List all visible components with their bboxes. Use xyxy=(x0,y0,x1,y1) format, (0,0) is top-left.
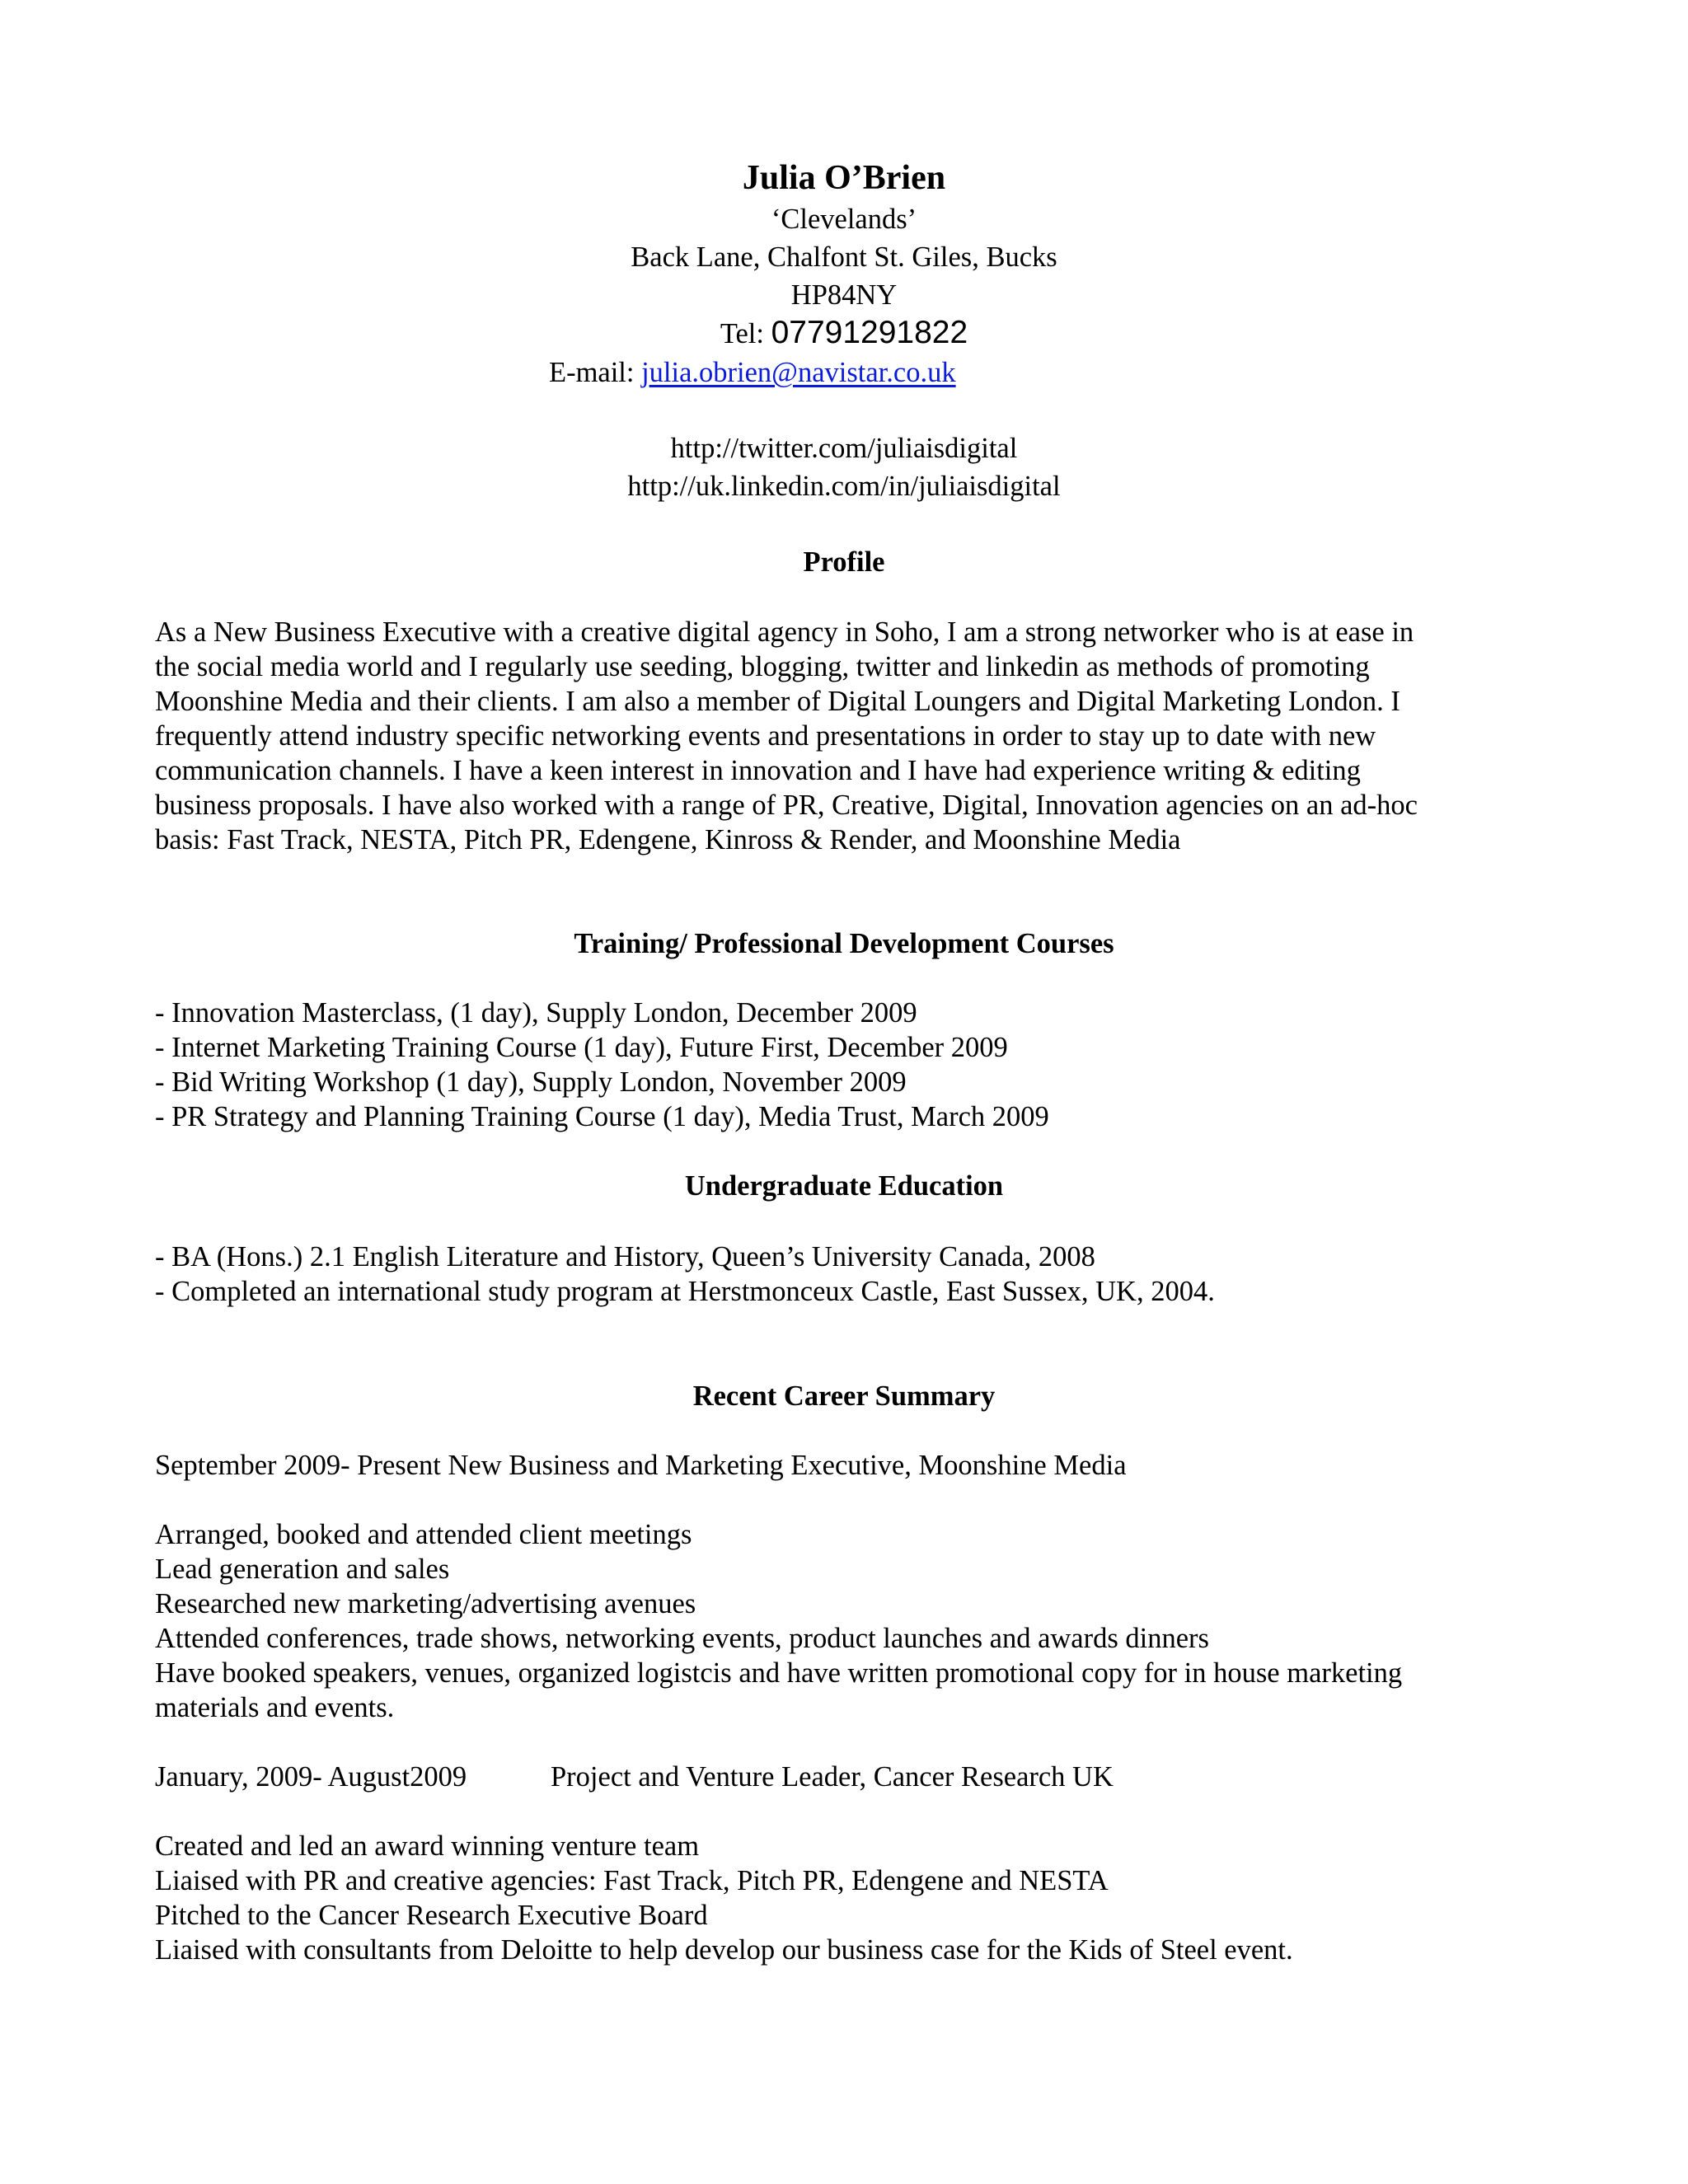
list-item: - Bid Writing Workshop (1 day), Supply London, November 2009 xyxy=(155,1066,907,1098)
duty-item: Created and led an award winning venture team xyxy=(155,1830,700,1862)
list-item: - BA (Hons.) 2.1 English Literature and History, Queen’s University Canada, 2008 xyxy=(155,1241,1095,1272)
duty-item: Lead generation and sales xyxy=(155,1554,450,1585)
linkedin-url: http://uk.linkedin.com/in/juliaisdigital xyxy=(627,471,1061,502)
job2-dates: January, 2009- August2009 xyxy=(155,1761,467,1793)
duty-item: Have booked speakers, venues, organized logistcis and have written promotional copy for in house marketing xyxy=(155,1657,1403,1689)
email-label: E-mail: xyxy=(549,357,635,388)
job2-title: Project and Venture Leader, Cancer Research UK xyxy=(551,1761,1114,1793)
profile-line: Moonshine Media and their clients. I am also a member of Digital Loungers and Digital Marketing London. I xyxy=(155,686,1400,717)
address-street: Back Lane, Chalfont St. Giles, Bucks xyxy=(631,241,1057,273)
duty-item: Attended conferences, trade shows, networking events, product launches and awards dinners xyxy=(155,1623,1209,1654)
list-item: - PR Strategy and Planning Training Course (1 day), Media Trust, March 2009 xyxy=(155,1101,1049,1132)
duty-item: Liaised with PR and creative agencies: Fast Track, Pitch PR, Edengene and NESTA xyxy=(155,1865,1109,1896)
list-item: - Internet Marketing Training Course (1 day), Future First, December 2009 xyxy=(155,1032,1008,1063)
address-postcode: HP84NY xyxy=(790,279,898,311)
list-item: - Completed an international study program at Herstmonceux Castle, East Sussex, UK, 2004. xyxy=(155,1276,1215,1307)
address-house: ‘Clevelands’ xyxy=(771,204,917,235)
telephone-number: 07791291822 xyxy=(771,315,968,350)
telephone xyxy=(0,316,1688,351)
duty-item: Arranged, booked and attended client meetings xyxy=(155,1519,692,1550)
job2-duties xyxy=(155,1829,1540,1967)
duty-item: materials and events. xyxy=(155,1692,395,1723)
duty-item: Pitched to the Cancer Research Executive Board xyxy=(155,1900,708,1931)
career-heading: Recent Career Summary xyxy=(692,1380,996,1412)
duty-item: Researched new marketing/advertising avenues xyxy=(155,1588,696,1619)
duty-item: Liaised with consultants from Deloitte to help develop our business case for the Kids of Steel event. xyxy=(155,1934,1293,1966)
job2-line xyxy=(155,1760,1114,1794)
list-item: - Innovation Masterclass, (1 day), Supply London, December 2009 xyxy=(155,997,917,1029)
telephone-label: Tel: xyxy=(720,318,764,349)
job1-duties xyxy=(155,1517,1540,1725)
training-list xyxy=(155,996,1540,1134)
profile-paragraph xyxy=(155,615,1540,857)
education-list xyxy=(155,1240,1540,1309)
profile-line: basis: Fast Track, NESTA, Pitch PR, Edengene, Kinross & Render, and Moonshine Media xyxy=(155,824,1181,855)
education-heading: Undergraduate Education xyxy=(684,1170,1004,1202)
training-heading: Training/ Professional Development Courses xyxy=(574,928,1114,959)
twitter-url: http://twitter.com/juliaisdigital xyxy=(670,433,1018,464)
email-link[interactable]: julia.obrien@navistar.co.uk xyxy=(641,357,956,388)
profile-line: business proposals. I have also worked with a range of PR, Creative, Digital, Innovation agencies on an ad-hoc xyxy=(155,790,1418,821)
profile-line: frequently attend industry specific networking events and presentations in order to stay up to date with new xyxy=(155,720,1376,752)
profile-heading: Profile xyxy=(803,546,885,578)
profile-line: the social media world and I regularly use seeding, blogging, twitter and linkedin as methods of promoting xyxy=(155,651,1370,682)
profile-line: As a New Business Executive with a creative digital agency in Soho, I am a strong networker who is at ease in xyxy=(155,616,1414,648)
candidate-name: Julia O’Brien xyxy=(742,159,946,197)
email-line xyxy=(549,355,956,390)
profile-line: communication channels. I have a keen interest in innovation and I have had experience writing & editing xyxy=(155,755,1361,786)
job1-line: September 2009- Present New Business and Marketing Executive, Moonshine Media xyxy=(155,1450,1127,1481)
